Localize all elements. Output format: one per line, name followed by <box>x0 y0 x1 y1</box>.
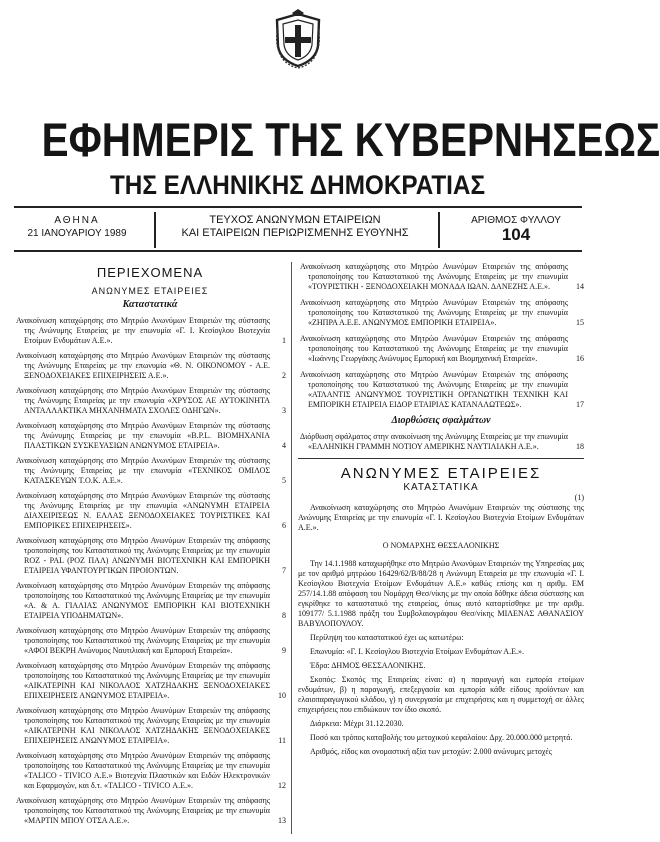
correction-entry <box>298 432 584 452</box>
body-paragraph: Επωνυμία: «Γ. Ι. Κεσίογλου Βιοτεχνία Ετοίμων Ενδυμάτων Α.Ε.». <box>310 647 524 656</box>
gazette-subtitle: ΤΗΣ ΕΛΛΗΝΙΚΗΣ ΔΗΜΟΚΡΑΤΙΑΣ <box>109 170 486 200</box>
entry-page: 10 <box>278 691 286 700</box>
entry-page: 4 <box>282 441 286 450</box>
contents-entry <box>298 262 584 292</box>
entry-text: Ανακοίνωση καταχώρησης στο Μητρώο Ανωνύμων Εταιρειών της απόφασης τροποποίησης του Καταστατικού της Ανώνυμης Εταιρείας με την επωνυμία «ΑΙΚΑΤΕΡΙΝΗ ΚΑΙ ΝΙΚΟΛΑΟΣ ΧΑΤΖΗΔΑΚΗΣ ΞΕΝΟΔΟΧΕΙΑΚΕΣ ΕΠΙΧΕΙΡΗΣΕΙΣ ΑΝΩΝΥΜΟΣ ΕΤΑΙΡΕΙΑ». <box>16 661 270 700</box>
body-paragraph: Σκοπός: Σκοπός της Εταιρείας είναι: α) η παραγωγή και εμπορία ετοίμων ενδυμάτων, β) η παραγωγή, επεξεργασία και εμπορία κάθε είδους προϊόντων και ελαιοπαραγωγικού κλάδου, γ) η συνεργασία με επιχειρήσεις και η συμμετοχή σε άλλες επιχειρήσεις που επιδιώκουν τον ίδιο σκοπό. <box>298 675 584 714</box>
entry-page: 16 <box>576 354 584 363</box>
city: ΑΘΗΝΑ <box>54 215 100 226</box>
body-paragraph: Ποσό και τρόπος καταβολής του μετοχικού κεφαλαίου: Δρχ. 20.000.000 μετρητά. <box>310 733 573 742</box>
sheet-number-box <box>452 214 580 244</box>
entry-text: Ανακοίνωση καταχώρησης στο Μητρώο Ανωνύμων Εταιρειών της σύστασης της Ανώνυμης Εταιρείας με την επωνυμία «ΤΕΧΝΙΚΟΣ ΟΜΙΛΟΣ ΚΑΤΑΣΚΕΥΩΝ Τ.Ο.Κ. Α.Ε.». <box>16 456 270 485</box>
contents-entry <box>14 316 286 346</box>
entry-text: Ανακοίνωση καταχώρησης στο Μητρώο Ανωνύμων Εταιρειών της σύστασης της Ανώνυμης Εταιρείας με την επωνυμία «ΑΝΩΝΥΜΗ ΕΤΑΙΡΕΙΑ ΔΙΑΧΕΙΡΙΣΕΩΣ Ν. ΕΛΛΑΣ ΞΕΝΟΔΟΧΕΙΑΚΕΣ ΤΟΥΡΙΣΤΙΚΕΣ ΚΑΙ ΕΜΠΟΡΙΚΕΣ ΕΠΙΧΕΙΡΗΣΕΙΣ». <box>16 491 270 530</box>
contents-entry <box>14 536 286 576</box>
entry-page: 2 <box>282 371 286 380</box>
right-column <box>298 262 584 761</box>
body-section-title: ΑΝΩΝΥΜΕΣ ΕΤΑΙΡΕΙΕΣ <box>340 465 542 482</box>
issue-type <box>164 214 426 240</box>
entry-text: Ανακοίνωση καταχώρησης στο Μητρώο Ανωνύμων Εταιρειών της απόφασης τροποποίησης του Καταστατικού της Ανώνυμης Εταιρείας με την επωνυμία «Ιωάννης Γεωργάκης Ανώνυμος Εμπορική και Βιομηχανική Εταιρεία». <box>300 334 568 363</box>
contents-section: ΑΝΩΝΥΜΕΣ ΕΤΑΙΡΕΙΕΣ <box>91 286 209 296</box>
sheet-label: ΑΡΙΘΜΟΣ ΦΥΛΛΟΥ <box>471 215 561 226</box>
contents-heading: ΠΕΡΙΕΧΟΜΕΝΑ <box>96 265 204 280</box>
entry-text: Ανακοίνωση καταχώρησης στο Μητρώο Ανωνύμων Εταιρειών της σύστασης της Ανώνυμης Εταιρείας με την επωνυμία «Θ. Ν. ΟΙΚΟΝΟΜΟΥ - Α.Ε. ΞΕΝΟΔΟΧΕΙΑΚΕΣ ΕΠΙΧΕΙΡΗΣΕΙΣ Α.Ε.». <box>16 351 270 380</box>
sheet-number: 104 <box>501 225 531 244</box>
contents-entry <box>14 491 286 531</box>
entry-page: 15 <box>576 318 584 327</box>
issue-type-line2: ΚΑΙ ΕΤΑΙΡΕΙΩΝ ΠΕΡΙΩΡΙΣΜΕΝΗΣ ΕΥΘΥΝΗΣ <box>181 227 409 239</box>
contents-left-column <box>14 262 286 831</box>
issue-date: 21 ΙΑΝΟΥΑΡΙΟΥ 1989 <box>27 228 127 239</box>
location-date <box>18 214 136 240</box>
entry-page: 1 <box>282 336 286 345</box>
contents-entry <box>14 581 286 621</box>
entry-text: Ανακοίνωση καταχώρησης στο Μητρώο Ανωνύμων Εταιρειών της απόφασης τροποποίησης του Καταστατικού της Ανώνυμης Εταιρείας με την επωνυμία «ΑΦΟΙ ΒΕΚΡΗ Ανώνυμος Ναυτιλιακή και Εμπορική Εταιρεία». <box>16 626 270 655</box>
contents-list-left <box>14 316 286 826</box>
entry-page: 11 <box>278 736 286 745</box>
announcement-body <box>298 559 584 757</box>
entry-text: Ανακοίνωση καταχώρησης στο Μητρώο Ανωνύμων Εταιρειών της σύστασης της Ανώνυμης Εταιρείας με την επωνυμία «ΧΡΥΣΟΣ ΑΕ ΑΥΤΟΚΙΝΗΤΑ ΑΝΤΑΛΛΑΚΤΙΚΑ ΜΗΧΑΝΗΜΑΤΑ ΣΧΟΛΕΣ ΟΔΗΓΩΝ». <box>16 386 270 415</box>
entry-page: 8 <box>282 611 286 620</box>
corrections-heading: Διορθώσεις σφαλμάτων <box>391 415 491 426</box>
entry-page: 17 <box>576 400 584 409</box>
divider <box>438 212 440 248</box>
body-section-subtitle: ΚΑΤΑΣΤΑΤΙΚΑ <box>403 482 479 493</box>
entry-text: Ανακοίνωση καταχώρησης στο Μητρώο Ανωνύμων Εταιρειών της απόφασης τροποποίησης του Καταστατικού της Ανώνυμης Εταιρείας με την επωνυμία «Α. & Α. ΓΙΑΛΙΑΣ ΑΝΩΝΥΜΟΣ ΕΜΠΟΡΙΚΗ ΚΑΙ ΒΙΟΤΕΧΝΙΚΗ ΕΤΑΙΡΕΙΑ ΥΠΟΔΗΜΑΤΩΝ». <box>16 581 270 620</box>
contents-subheading: Καταστατικά <box>122 299 178 310</box>
contents-list-right <box>298 262 584 410</box>
serial-number: (1) <box>574 493 584 502</box>
entry-text: Διόρθωση σφάλματος στην ανακοίνωση της Ανώνυμης Εταιρείας με την επωνυμία «ΕΛΛΗΝΙΚΗ ΓΡΑΜΜΗ ΝΟΤΙΟΥ ΑΜΕΡΙΚΗΣ ΝΑΥΤΙΛΙΑΚΗ Α.Ε.». <box>300 432 568 451</box>
greek-coat-of-arms-icon <box>272 8 324 70</box>
entry-text: Ανακοίνωση καταχώρησης στο Μητρώο Ανωνύμων Εταιρειών της απόφασης τροποποίησης του Καταστατικού της Ανώνυμης Εταιρείας με την επωνυμία «ΑΤΛΑΝΤΙΣ ΑΝΩΝΥΜΟΣ ΤΟΥΡΙΣΤΙΚΗ ΟΡΓΑΝΩΤΙΚΗ ΤΕΧΝΙΚΗ ΚΑΙ ΕΜΠΟΡΙΚΗ ΕΤΑΙΡΕΙΑ ΕΙΔΟΡ ΕΤΑΙΡΙΑΣ ΚΑΤΑΝΑΛΩΤΕΩΣ». <box>300 370 568 409</box>
issue-type-line1: ΤΕΥΧΟΣ ΑΝΩΝΥΜΩΝ ΕΤΑΙΡΕΙΩΝ <box>209 214 381 226</box>
column-divider <box>291 262 292 834</box>
issue-info-box <box>14 206 582 252</box>
entry-text: Ανακοίνωση καταχώρησης στο Μητρώο Ανωνύμων Εταιρειών της σύστασης της Ανώνυμης Εταιρείας με την επωνυμία «Γ. Ι. Κεσίογλου Βιοτεχνία Ετοίμων Ενδυμάτων Α.Ε.». <box>16 316 270 345</box>
contents-entry <box>14 706 286 746</box>
contents-entry <box>298 370 584 410</box>
entry-page: 6 <box>282 521 286 530</box>
contents-entry <box>14 456 286 486</box>
body-paragraph: Την 14.1.1988 καταχωρήθηκε στο Μητρώο Ανωνύμων Εταιρειών της Υπηρεσίας μας με τον αριθμό μητρώου 16429/62/Β/88/28 η Ανώνυμη Εταιρεία με την επωνυμία «Γ. Ι. Κεσίογλου Βιοτεχνία Ετοίμων Ενδυμάτων Α.Ε.» καθώς επίσης και η αριθμ. ΕΜ 257/14.1.88 απόφαση του Νομάρχη Θεσ/νίκης με την οποία δόθηκε άδεια σύστασης και εγκρίθηκε το καταστατικό της εταιρείας, όπως αυτό καταρτίσθηκε με την αριθμ. 109177/ 5.1.1988 πράξη του Συμβολαιογράφου Θεσ/νίκης ΜΙΛΕΝΑΣ ΑΘΑΝΑΣΙΟΥ ΒΑΒΥΛΟΠΟΥΛΟΥ. <box>298 559 584 628</box>
body-paragraph: Αριθμός, είδος και ονομαστική αξία των μετοχών: 2.000 ανώνυμες μετοχές <box>310 747 552 756</box>
entry-page: 14 <box>576 282 584 291</box>
contents-entry <box>298 334 584 364</box>
entry-text: Ανακοίνωση καταχώρησης στο Μητρώο Ανωνύμων Εταιρειών της απόφασης τροποποίησης του Καταστατικού της Ανώνυμης Εταιρείας με την επωνυμία «ΜΑΡΤΙΝ ΜΠΟΥ ΟΤΣΑ Α.Ε.». <box>16 796 270 825</box>
entry-text: Ανακοίνωση καταχώρησης στο Μητρώο Ανωνύμων Εταιρειών της σύστασης της Ανώνυμης Εταιρείας με την επωνυμία «B.P.L. ΒΙΟΜΗΧΑΝΙΑ ΠΛΑΣΤΙΚΩΝ ΣΥΣΚΕΥΑΣΙΩΝ ΑΝΩΝΥΜΟΣ ΕΤΑΙΡΕΙΑ». <box>16 421 270 450</box>
announcement-intro: Ανακοίνωση καταχώρησης στο Μητρώο Ανωνύμων Εταιρειών της σύστασης της Ανώνυμης Εταιρείας με την επωνυμία «Γ. Ι. Κεσίογλου Βιοτεχνία Ετοίμων Ενδυμάτων Α.Ε.». <box>298 503 584 532</box>
contents-entry <box>14 386 286 416</box>
entry-page: 5 <box>282 476 286 485</box>
entry-page: 9 <box>282 646 286 655</box>
section-rule <box>298 458 584 459</box>
contents-entry <box>14 796 286 826</box>
gazette-title: ΕΦΗΜΕΡΙΣ ΤΗΣ ΚΥΒΕΡΝΗΣΕΩΣ <box>41 113 660 166</box>
contents-entry <box>14 661 286 701</box>
entry-page: 3 <box>282 406 286 415</box>
entry-text: Ανακοίνωση καταχώρησης στο Μητρώο Ανωνύμων Εταιρειών της απόφασης τροποποίησης του Καταστατικού της Ανώνυμης Εταιρείας με την επωνυμία «TALICO - TIVICO Α.Ε.» Βιοτεχνία Πλαστικών και Ειδών Ηλεκτρονικών και Εφαρμογών, και δ.τ. «TALICO - TIVICO Α.Ε.». <box>16 751 270 790</box>
entry-text: Ανακοίνωση καταχώρησης στο Μητρώο Ανωνύμων Εταιρειών της απόφασης τροποποίησης του Καταστατικού της Ανώνυμης Εταιρείας με την επωνυμία ROZ - PAL (ΡΟΖ ΠΑΛ) ΑΝΩΝΥΜΗ ΒΙΟΤΕΧΝΙΚΗ ΚΑΙ ΕΜΠΟΡΙΚΗ ΕΤΑΙΡΕΙΑ ΥΦΑΝΤΟΥΡΓΙΚΩΝ ΠΡΟΙΟΝΤΩΝ. <box>16 536 270 575</box>
body-paragraph: Έδρα: ΔΗΜΟΣ ΘΕΣΣΑΛΟΝΙΚΗΣ. <box>310 661 426 670</box>
contents-entry <box>14 751 286 791</box>
contents-entry <box>14 421 286 451</box>
entry-page: 13 <box>278 816 286 825</box>
entry-page: 18 <box>576 442 584 451</box>
authority-heading: Ο ΝΟΜΑΡΧΗΣ ΘΕΣΣΑΛΟΝΙΚΗΣ <box>382 541 500 550</box>
contents-entry <box>14 351 286 381</box>
body-paragraph: Διάρκεια: Μέχρι 31.12.2030. <box>310 719 404 728</box>
entry-page: 12 <box>278 781 286 790</box>
body-paragraph: Περίληψη του καταστατικού έχει ως κατωτέρω: <box>310 633 464 642</box>
contents-entry <box>298 298 584 328</box>
divider <box>154 212 156 248</box>
entry-text: Ανακοίνωση καταχώρησης στο Μητρώο Ανωνύμων Εταιρειών της απόφασης τροποποίησης του Καταστατικού της Ανώνυμης Εταιρείας με την επωνυμία «ΑΙΚΑΤΕΡΙΝΗ ΚΑΙ ΝΙΚΟΛΑΟΣ ΧΑΤΖΗΔΑΚΗΣ ΞΕΝΟΔΟΧΕΙΑΚΕΣ ΕΠΙΧΕΙΡΗΣΕΙΣ ΑΝΩΝΥΜΟΣ ΕΤΑΙΡΕΙΑ». <box>16 706 270 745</box>
entry-text: Ανακοίνωση καταχώρησης στο Μητρώο Ανωνύμων Εταιρειών της απόφασης τροποποίησης του Καταστατικού της Ανώνυμης Εταιρείας με την επωνυμία «ΖΗΠΡΑ Α.Ε.Ε. ΑΝΩΝΥΜΟΣ ΕΜΠΟΡΙΚΗ ΕΤΑΙΡΕΙΑ». <box>300 298 568 327</box>
entry-page: 7 <box>282 566 286 575</box>
entry-text: Ανακοίνωση καταχώρησης στο Μητρώο Ανωνύμων Εταιρειών της απόφασης τροποποίησης του Καταστατικού της Ανώνυμης Εταιρείας με την επωνυμία «ΤΟΥΡΙΣΤΙΚΗ - ΞΕΝΟΔΟΧΕΙΑΚΗ ΜΟΝΑΔΑ ΙΩΑΝ. ΔΑΝΕΖΗΣ Α.Ε.». <box>300 262 568 291</box>
contents-entry <box>14 626 286 656</box>
